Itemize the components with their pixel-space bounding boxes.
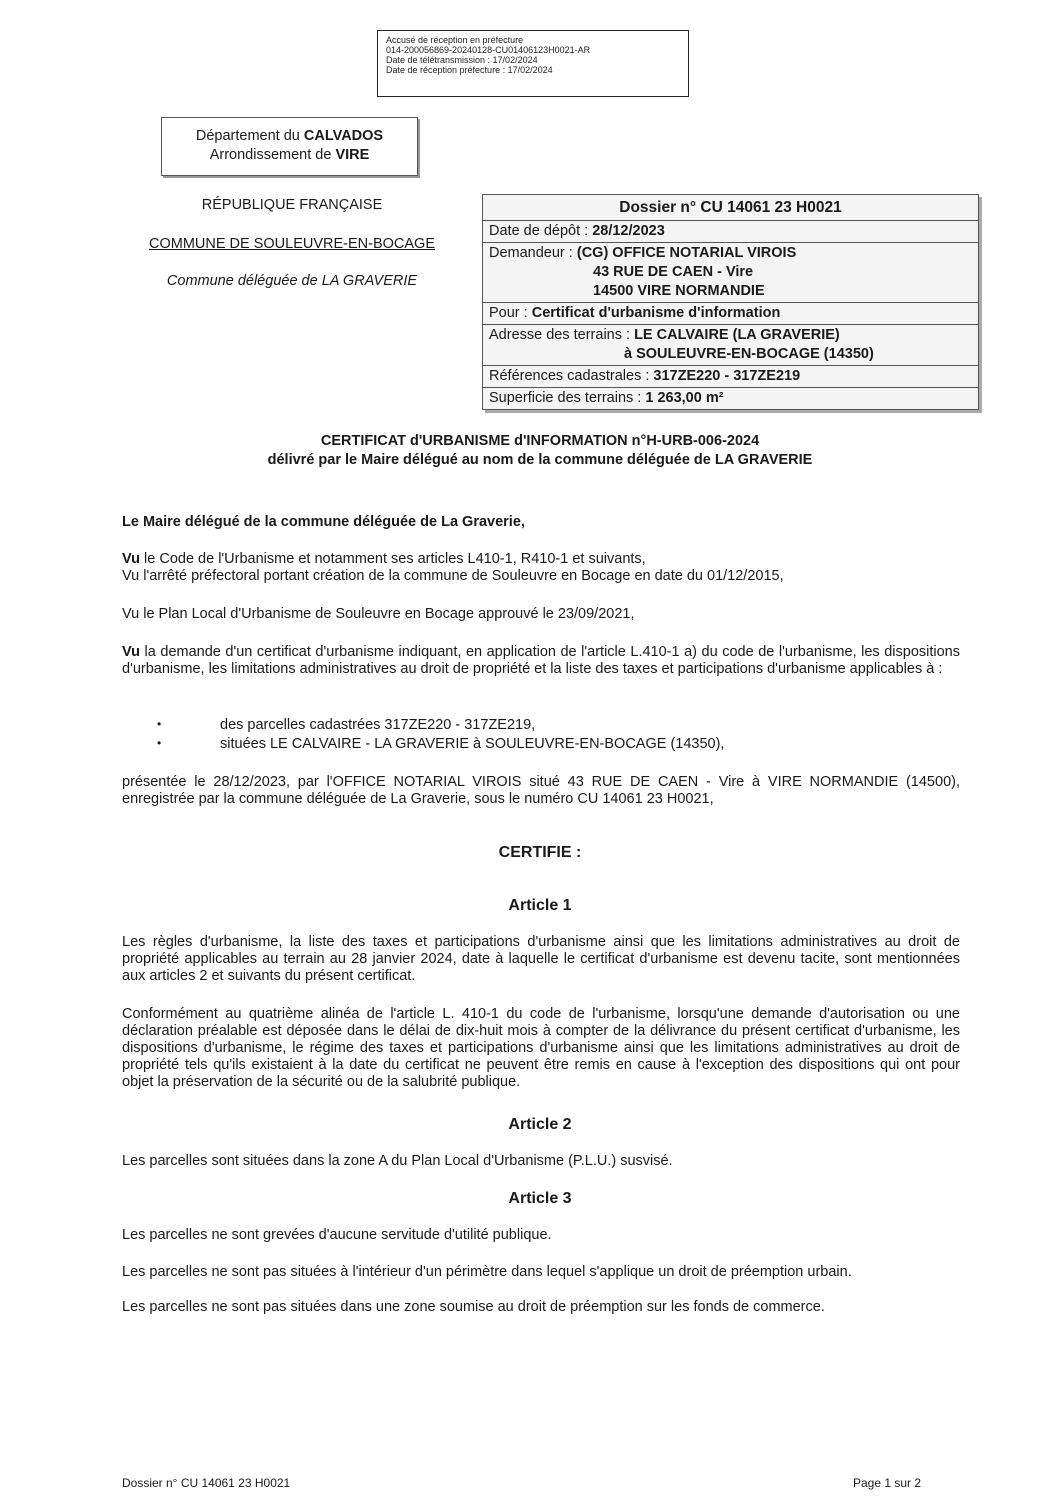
vu-code-urbanisme xyxy=(122,551,960,568)
adresse-line-2: à SOULEUVRE-EN-BOCAGE (14350) xyxy=(624,346,874,362)
departement-prefix: Département du xyxy=(195,128,304,144)
departement-line xyxy=(162,127,417,146)
dossier-title-row xyxy=(483,195,979,221)
footer-dossier: Dossier n° CU 14061 23 H0021 xyxy=(122,1476,291,1490)
vu-demande xyxy=(122,644,960,678)
stamp-line-3: Date de télétransmission : 17/02/2024 xyxy=(386,55,538,65)
references-value: 317ZE220 - 317ZE219 xyxy=(653,368,801,384)
dossier-title: Dossier n° CU 14061 23 H0021 xyxy=(483,195,979,221)
commune-heading: COMMUNE DE SOULEUVRE-EN-BOCAGE xyxy=(148,236,435,252)
date-depot-label: Date de dépôt : xyxy=(489,223,593,239)
maire-intro: Le Maire délégué de la commune déléguée de La Graverie, xyxy=(122,514,525,530)
department-box xyxy=(161,117,418,176)
references-row xyxy=(483,366,979,388)
arrondissement-line xyxy=(162,146,417,165)
departement-name: CALVADOS xyxy=(303,128,384,144)
reception-stamp xyxy=(377,30,689,97)
superficie-label: Superficie des terrains : xyxy=(489,390,646,406)
arrondissement-prefix: Arrondissement de xyxy=(209,147,336,163)
article-1-paragraph-2: Conformément au quatrième alinéa de l'article L. 410-1 du code de l'urbanisme, lorsqu'une demande d'autorisation ou une déclaration préalable est déposée dans le délai de dix-huit mois à compter de la délivrance du présent certificat d'urbanisme, les dispositions d'urbanisme, le régime des taxes et participations d'urbanisme ainsi que les limitations administratives au droit de propriété tels qu'ils existaient à la date du certificat ne peuvent être remis en cause à l'exception des dispositions qui ont pour objet la préservation de la sécurité ou de la salubrité publique. xyxy=(122,1006,960,1090)
title-line-2: délivré par le Maire délégué au nom de la commune déléguée de LA GRAVERIE xyxy=(267,452,813,468)
bullet-1-text: des parcelles cadastrées 317ZE220 - 317ZE219, xyxy=(220,717,536,733)
article-3-paragraph-3: Les parcelles ne sont pas situées dans une zone soumise au droit de préemption sur les fonds de commerce. xyxy=(122,1299,825,1315)
presentee-paragraph: présentée le 28/12/2023, par l'OFFICE NOTARIAL VIROIS situé 43 RUE DE CAEN - Vire à VIRE NORMANDIE (14500), enregistrée par la commune déléguée de La Graverie, sous le numéro CU 14061 23 H0021, xyxy=(122,774,960,807)
demandeur-line-3: 14500 VIRE NORMANDIE xyxy=(593,283,765,299)
article-2-heading: Article 2 xyxy=(508,1116,572,1133)
demandeur-row xyxy=(483,243,979,303)
stamp-line-1: Accusé de réception en préfecture xyxy=(386,35,524,45)
vu-bold-4: Vu xyxy=(122,644,140,660)
certifie-heading: CERTIFIE : xyxy=(498,844,582,861)
demandeur-line-1: (CG) OFFICE NOTARIAL VIROIS xyxy=(576,245,797,261)
adresse-label: Adresse des terrains : xyxy=(489,327,635,343)
bullet-1-marker: • xyxy=(157,717,162,731)
pour-label: Pour : xyxy=(489,305,532,321)
vu-arrete: Vu l'arrêté préfectoral portant création de la commune de Souleuvre en Bocage en date du 01/12/2015, xyxy=(122,568,784,584)
bullet-2-text: situées LE CALVAIRE - LA GRAVERIE à SOULEUVRE-EN-BOCAGE (14350), xyxy=(220,736,725,752)
article-2-paragraph: Les parcelles sont situées dans la zone A du Plan Local d'Urbanisme (P.L.U.) susvisé. xyxy=(122,1153,673,1169)
date-depot-row xyxy=(483,221,979,243)
demandeur-label: Demandeur : xyxy=(489,245,577,261)
vu-plu: Vu le Plan Local d'Urbanisme de Souleuvre en Bocage approuvé le 23/09/2021, xyxy=(122,606,635,622)
stamp-line-2: 014-200056869-20240128-CU01406123H0021-AR xyxy=(386,45,591,55)
superficie-row xyxy=(483,388,979,410)
footer-page-number: Page 1 sur 2 xyxy=(853,1476,922,1490)
vu-bold-1: Vu xyxy=(122,551,140,567)
vu-block-1 xyxy=(122,551,960,585)
date-depot-value: 28/12/2023 xyxy=(592,223,665,239)
adresse-row xyxy=(483,325,979,366)
article-1-paragraph-1: Les règles d'urbanisme, la liste des taxes et participations d'urbanisme ainsi que les limitations administratives au droit de propriété applicables au terrain au 28 janvier 2024, date à laquelle le certificat d'urbanisme est devenu tacite, sont mentionnées aux articles 2 et suivants du présent certificat. xyxy=(122,934,960,984)
article-3-paragraph-2: Les parcelles ne sont pas situées à l'intérieur d'un périmètre dans lequel s'applique un droit de préemption urbain. xyxy=(122,1264,852,1280)
vu-text-1: le Code de l'Urbanisme et notamment ses articles L410-1, R410-1 et suivants, xyxy=(140,551,646,567)
adresse-line-1: LE CALVAIRE (LA GRAVERIE) xyxy=(634,327,840,343)
article-3-paragraph-1: Les parcelles ne sont grevées d'aucune servitude d'utilité publique. xyxy=(122,1227,552,1243)
superficie-value: 1 263,00 m² xyxy=(645,390,724,406)
article-1-heading: Article 1 xyxy=(508,897,572,914)
dossier-table xyxy=(482,194,979,410)
references-label: Références cadastrales : xyxy=(489,368,654,384)
pour-row xyxy=(483,303,979,325)
commune-deleguee: Commune déléguée de LA GRAVERIE xyxy=(166,273,418,289)
title-line-1: CERTIFICAT d'URBANISME d'INFORMATION n°H-URB-006-2024 xyxy=(320,433,760,449)
arrondissement-name: VIRE xyxy=(335,147,370,163)
stamp-line-4: Date de réception préfecture : 17/02/2024 xyxy=(386,65,553,75)
article-3-heading: Article 3 xyxy=(508,1190,572,1207)
pour-value: Certificat d'urbanisme d'information xyxy=(531,305,781,321)
certificate-title xyxy=(100,432,980,470)
bullet-2-marker: • xyxy=(157,736,162,750)
demandeur-line-2: 43 RUE DE CAEN - Vire xyxy=(593,264,754,280)
republic-heading: RÉPUBLIQUE FRANÇAISE xyxy=(201,197,383,213)
vu-text-4: la demande d'un certificat d'urbanisme indiquant, en application de l'article L.410-1 a) du code de l'urbanisme, les dispositions d'urbanisme, les limitations administratives au droit de propriété et la liste des taxes et participations d'urbanisme applicables à : xyxy=(122,644,960,677)
